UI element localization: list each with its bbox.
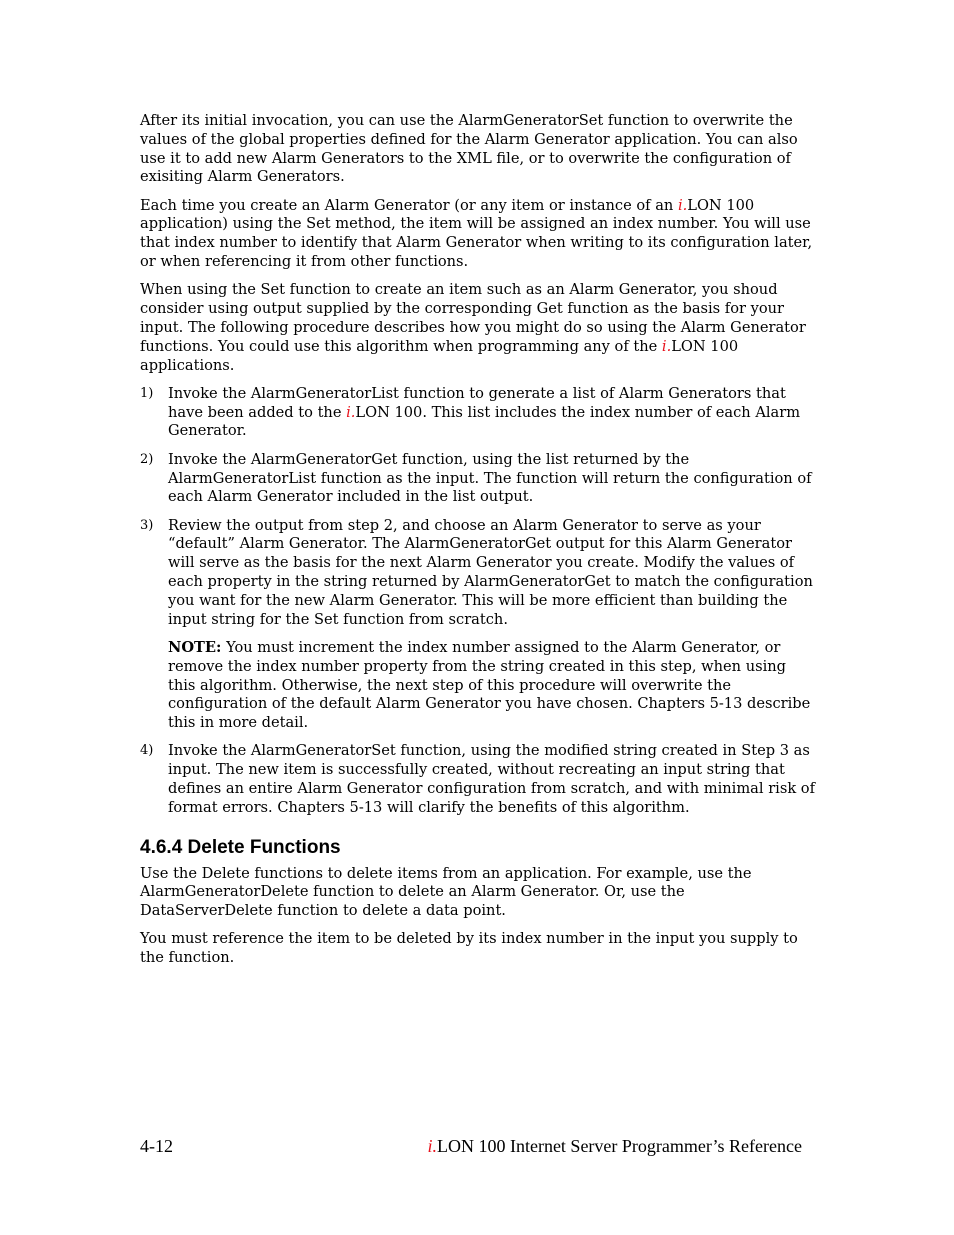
procedure-step-2 [140, 451, 816, 507]
note-text: You must increment the index number assigned to the Alarm Generator, or remove the index number property from the string created in this step, when using this algorithm. Otherwise, the next step of this procedure will overwrite the configuration of the default Alarm Generator you have chosen. Chapters 5-13 describe this in more detail. [168, 638, 811, 732]
reference-title [427, 1135, 802, 1157]
brand-i-mark: i. [427, 1136, 437, 1156]
paragraph-set-function [140, 281, 816, 375]
paragraph-intro: After its initial invocation, you can use the AlarmGeneratorSet function to overwrite the values of the global properties defined for the Alarm Generator application. You can also use it to add new Alarm Generators to the XML file, or to overwrite the configuration of exisiting Alarm Generators. [140, 112, 798, 186]
page-number: 4-12 [140, 1136, 173, 1156]
procedure-step-4 [140, 742, 816, 817]
step-number: 3) [140, 517, 154, 533]
step-text: Invoke the AlarmGeneratorList function to generate a list of Alarm Generators that have been added to the [168, 384, 786, 421]
paragraph-index-number [140, 197, 816, 272]
step-text: Invoke the AlarmGeneratorGet function, using the list returned by the AlarmGeneratorList function as the input. The function will return the configuration of each Alarm Generator included in the list output. [168, 450, 812, 506]
step-number: 1) [140, 385, 154, 401]
step-text: Review the output from step 2, and choose an Alarm Generator to serve as your “default” Alarm Generator. The AlarmGeneratorGet output for this Alarm Generator will serve as the basis for the next Alarm Generator you create. Modify the values of each property in the string returned by AlarmGeneratorGet to match the configuration you want for the new Alarm Generator. This will be more efficient than building the input string for the Set function from scratch. [168, 516, 813, 628]
paragraph-index-reference: You must reference the item to be deleted by its index number in the input you supply to the function. [140, 930, 798, 967]
brand-i-mark: i. [677, 196, 688, 214]
procedure-step-1 [140, 385, 816, 441]
reference-title-text: LON 100 Internet Server Programmer’s Reference [436, 1136, 802, 1156]
page-content [140, 112, 816, 978]
paragraph-text: LON 100 application) using the Set method, the item will be assigned an index number. You will use that index number to identify that Alarm Generator when writing to its configuration later, or when referencing it from other functions. [140, 196, 813, 271]
procedure-step-3 [140, 517, 816, 733]
procedure-steps [140, 385, 816, 818]
step-text: Invoke the AlarmGeneratorSet function, using the modified string created in Step 3 as input. The new item is successfully created, without recreating an input string that defines an entire Alarm Generator configuration from scratch, and with minimal risk of format errors. Chapters 5-13 will clarify the benefits of this algorithm. [168, 742, 815, 816]
brand-i-mark: i. [346, 403, 356, 421]
step-number: 4) [140, 743, 154, 759]
paragraph-text: Each time you create an Alarm Generator (or any item or instance of an [140, 196, 678, 214]
paragraph-delete-functions: Use the Delete functions to delete items from an application. For example, use the AlarmGeneratorDelete function to delete an Alarm Generator. Or, use the DataServerDelete function to delete a data point. [140, 864, 752, 920]
brand-i-mark: i. [661, 337, 672, 355]
paragraph-text: When using the Set function to create an item such as an Alarm Generator, you shoud consider using output supplied by the corresponding Get function as the basis for your input. The following procedure describes how you might do so using the Alarm Generator functions. You could use this algorithm when programming any of the [140, 281, 806, 355]
step-note [168, 639, 816, 733]
step-number: 2) [140, 451, 154, 467]
step-text: LON 100. This list includes the index number of each Alarm Generator. [168, 403, 801, 440]
note-label: NOTE: [168, 638, 222, 656]
section-heading: 4.6.4 Delete Functions [140, 836, 341, 858]
paragraph-text: LON 100 applications. [140, 337, 739, 374]
